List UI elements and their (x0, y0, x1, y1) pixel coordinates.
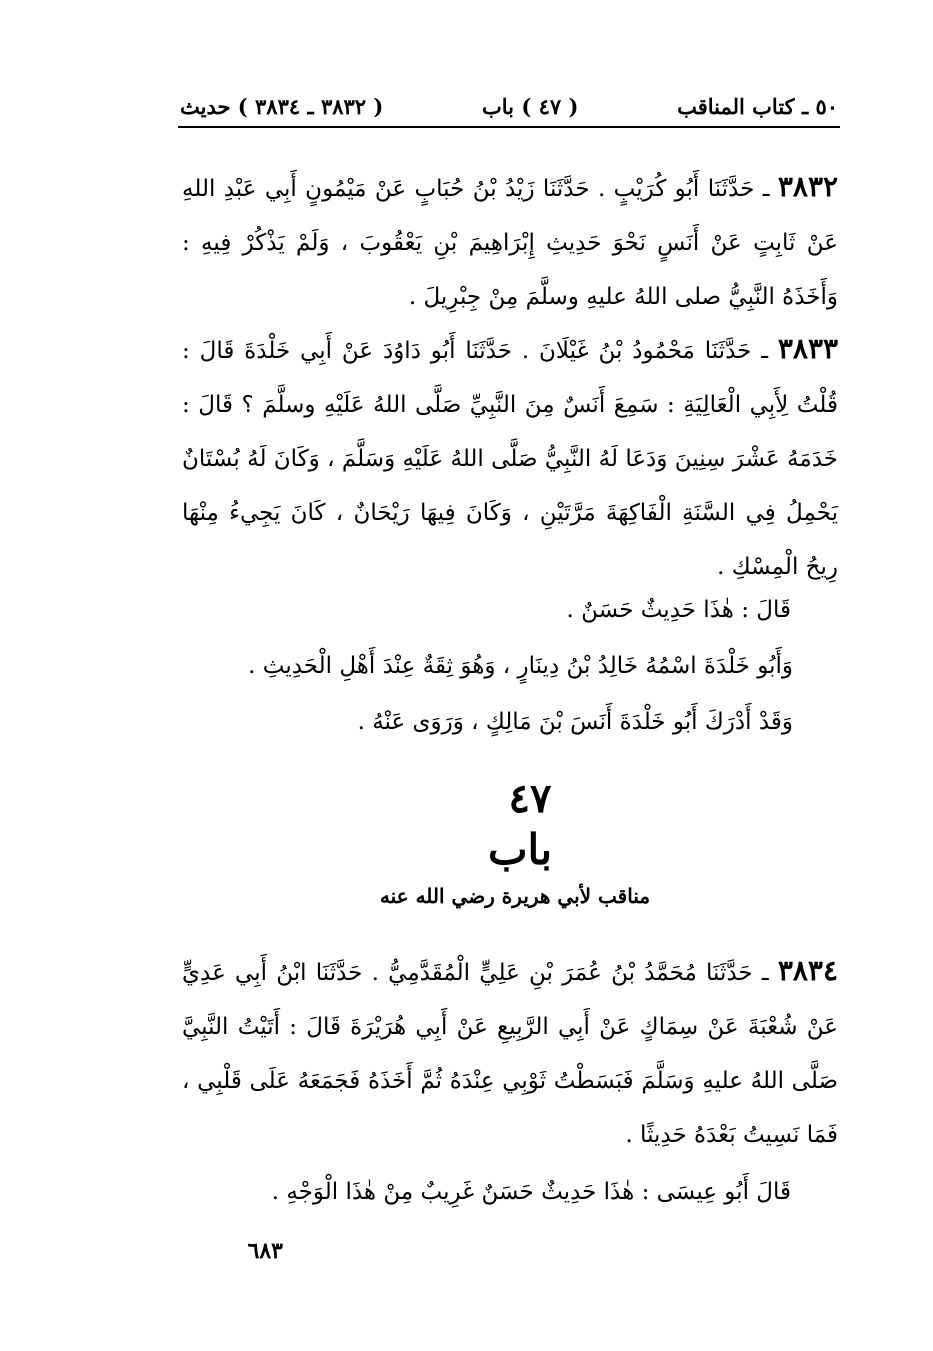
running-header (180, 88, 838, 124)
hadith-3832 (182, 160, 838, 324)
narrator-note: وَأَبُو خَلْدَةَ اسْمُهُ خَالِدُ بْنُ دِينَارٍ ، وَهُوَ ثِقَةٌ عِنْدَ أَهْلِ الْحَدِيثِ . (248, 653, 793, 679)
narrator-note: وَقَدْ أَدْرَكَ أَبُو خَلْدَةَ أَنَسَ بْنَ مَالِكٍ ، وَرَوَى عَنْهُ . (357, 709, 793, 735)
hadith-3833 (182, 322, 838, 594)
grading-note: قَالَ : هٰذَا حَدِيثٌ حَسَنٌ . (566, 597, 791, 623)
hadith-text: ـ حَدَّثَنَا مَحْمُودُ بْنُ غَيْلَانَ . حَدَّثَنَا أَبُو دَاوُدَ عَنْ أَبِي خَلْدَةَ قَالَ : قُلْتُ لِأَبِي الْعَالِيَةِ : سَمِعَ أَنَسٌ مِنَ النَّبِيِّ صَلَّى اللهُ عَلَيْهِ وسلَّمَ ؟ قَالَ : خَدَمَهُ عَشْرَ سِنِينَ وَدَعَا لَهُ النَّبِيُّ صَلَّى اللهُ عَلَيْهِ وَسَلَّمَ ، وَكَانَ لَهُ بُسْتَانٌ يَحْمِلُ فِي السَّنَةِ الْفَاكِهَةَ مَرَّتَيْنِ ، وَكَانَ فِيهَا رَيْحَانٌ ، كَانَ يَجِيءُ مِنْهَا رِيحُ الْمِسْكِ . (182, 338, 838, 580)
hadith-range: ( ٣٨٣٢ ـ ٣٨٣٤ ) حديث (180, 93, 384, 119)
page-number: ٦٨٣ (247, 1238, 283, 1264)
chapter-heading: باب (487, 825, 553, 874)
grading-note: قَالَ أَبُو عِيسَى : هٰذَا حَدِيثٌ حَسَنٌ غَرِيبٌ مِنْ هٰذَا الْوَجْهِ . (271, 1179, 791, 1205)
chapter-number: ٤٧ (508, 775, 552, 822)
hadith-3834 (182, 944, 838, 1162)
hadith-number: ٣٨٣٤ (777, 954, 838, 987)
header-divider (178, 126, 840, 128)
hadith-text: ـ حَدَّثَنَا أَبُو كُرَيْبٍ . حَدَّثَنَا زَيْدُ بْنُ حُبَابٍ عَنْ مَيْمُونٍ أَبِي عَبْدِ اللهِ عَنْ ثَابِتٍ عَنْ أَنَسٍ نَحْوَ حَدِيثِ إِبْرَاهِيمَ بْنِ يَعْقُوبَ ، وَلَمْ يَذْكُرْ فِيهِ : وَأَخَذَهُ النَّبِيُّ صلى اللهُ عليهِ وسلَّمَ مِنْ جِبْرِيلَ . (182, 176, 838, 310)
hadith-number: ٣٨٣٢ (777, 170, 839, 203)
hadith-number: ٣٨٣٣ (777, 332, 839, 365)
hadith-text: ـ حَدَّثَنَا مُحَمَّدُ بْنُ عُمَرَ بْنِ عَلِيٍّ الْمُقَدَّمِيُّ . حَدَّثَنَا ابْنُ أَبِي عَدِيٍّ عَنْ شُعْبَةَ عَنْ سِمَاكٍ عَنْ أَبِي الرَّبِيعِ عَنْ أَبِي هُرَيْرَةَ قَالَ : أَتَيْتُ النَّبِيَّ صَلَّى اللهُ عليهِ وَسَلَّمَ فَبَسَطْتُ ثَوْبِي عِنْدَهُ ثُمَّ أَخَذَهُ فَجَمَعَهُ عَلَى قَلْبِي ، فَمَا نَسِيتُ بَعْدَهُ حَدِيثًا . (182, 960, 838, 1148)
book-title: ٥٠ ـ كتاب المناقب (677, 93, 838, 119)
chapter-title: مناقب لأبي هريرة رضي الله عنه (379, 884, 651, 908)
chapter-reference: ( ٤٧ ) باب (482, 93, 579, 119)
